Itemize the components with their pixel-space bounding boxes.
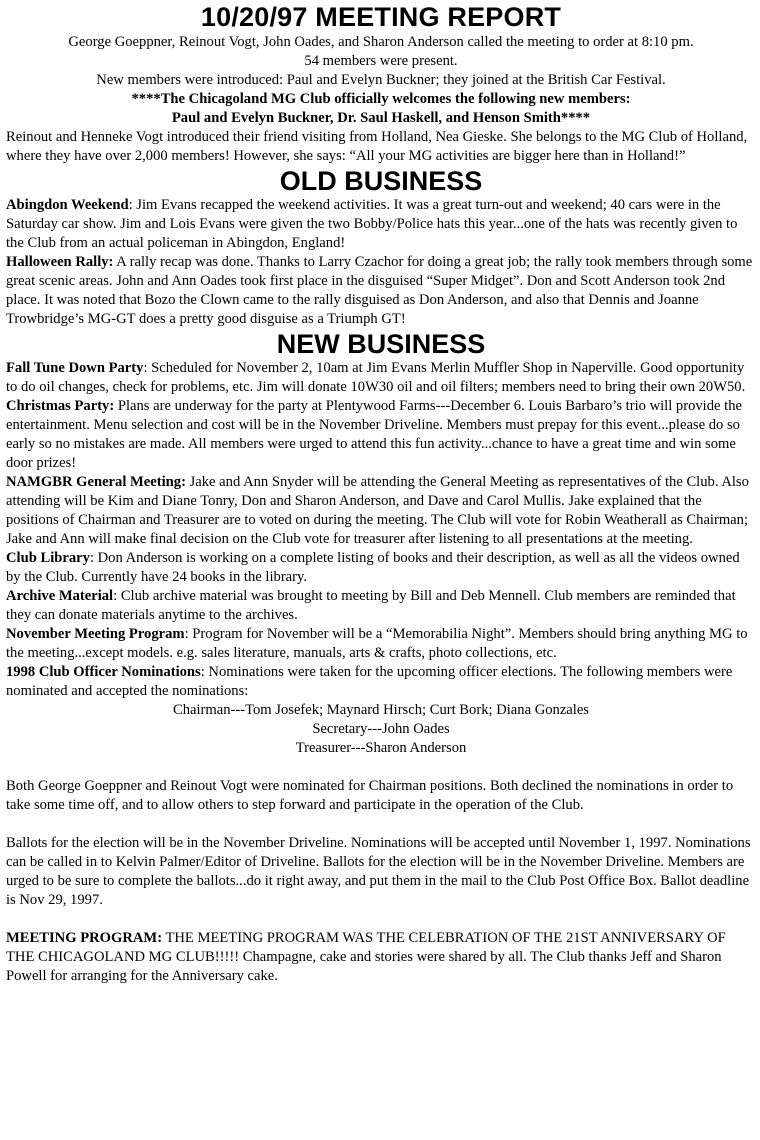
item-text: : Nominations were taken for the upcoming officer elections. The following members were nominated and accepted the nominations: — [6, 664, 733, 699]
fall-tune-down-item — [6, 359, 756, 397]
ballots-paragraph: Ballots for the election will be in the November Driveline. Nominations will be accepted until November 1, 1997. Nominations can be called in to Kelvin Palmer/Editor of Driveline. Ballots for the election will be in the November Driveline. Members are urged to be sure to complete the ballots...do it right away, and put them in the mail to the Club Post Office Box. Ballot deadline is Nov 29, 1997. — [6, 835, 751, 908]
call-to-order: George Goeppner, Reinout Vogt, John Oades, and Sharon Anderson called the meeting to order at 8:10 pm. — [68, 34, 694, 50]
november-program-item — [6, 625, 756, 663]
welcome-line-1: ****The Chicagoland MG Club officially welcomes the following new members: — [131, 91, 631, 107]
item-text: : Don Anderson is working on a complete listing of books and their description, as well as all the videos owned by the Club. Currently have 24 books in the library. — [6, 550, 740, 585]
old-business-heading: OLD BUSINESS — [279, 166, 483, 196]
item-text: : Club archive material was brought to meeting by Bill and Deb Mennell. Club members are reminded that they can donate materials anytime to the archives. — [6, 588, 736, 623]
item-label: Christmas Party: — [6, 398, 115, 414]
item-label: Abingdon Weekend — [6, 197, 129, 213]
officer-nominations-item — [6, 663, 756, 701]
spacer — [6, 758, 756, 777]
abingdon-weekend-item — [6, 196, 756, 253]
item-label: Archive Material — [6, 588, 114, 604]
new-business-heading: NEW BUSINESS — [276, 329, 486, 359]
meeting-program-label: MEETING PROGRAM: — [6, 930, 163, 946]
namgbr-meeting-item — [6, 473, 756, 549]
item-label: Halloween Rally: — [6, 254, 114, 270]
item-label: November Meeting Program — [6, 626, 185, 642]
club-library-item — [6, 549, 756, 587]
attendance: 54 members were present. — [304, 53, 458, 69]
item-label: NAMGBR General Meeting: — [6, 474, 186, 490]
spacer — [6, 815, 756, 834]
halloween-rally-item — [6, 253, 756, 329]
nominees-chairman: Chairman---Tom Josefek; Maynard Hirsch; Curt Bork; Diana Gonzales — [172, 702, 589, 718]
item-label: Club Library — [6, 550, 90, 566]
new-members-intro: New members were introduced: Paul and Evelyn Buckner; they joined at the British Car Festival. — [96, 72, 666, 88]
meeting-program-text: THE MEETING PROGRAM WAS THE CELEBRATION OF THE 21ST ANNIVERSARY OF THE CHICAGOLAND MG CLUB!!!!! Champagne, cake and stories were shared by all. The Club thanks Jeff and Sharon Powell for arranging for the Anniversary cake. — [6, 930, 726, 984]
item-text: Plans are underway for the party at Plentywood Farms---December 6. Louis Barbaro’s trio will provide the entertainment. Menu selection and cost will be in the November Driveline. Members must prepay for this event...please do so early so no mistakes are made. All members were urged to attend this fun activity...chance to have a great time and win some door prizes! — [6, 398, 742, 471]
christmas-party-item — [6, 397, 756, 473]
visitor-paragraph: Reinout and Henneke Vogt introduced their friend visiting from Holland, Nea Gieske. She belongs to the MG Club of Holland, where they have over 2,000 members! However, she says: “All your MG activities are bigger here than in Holland!” — [6, 129, 748, 164]
item-text: : Scheduled for November 2, 10am at Jim Evans Merlin Muffler Shop in Naperville. Good opportunity to do oil changes, check for problems, etc. Jim will donate 10W30 oil and oil filters; members need to bring their own 20W50. — [6, 360, 746, 395]
report-title: 10/20/97 MEETING REPORT — [200, 2, 562, 32]
archive-material-item — [6, 587, 756, 625]
item-text: A rally recap was done. Thanks to Larry Czachor for doing a great job; the rally took members through some great scenic areas. John and Ann Oades took first place in the disguised “Super Midget”. Don and Scott Anderson took 2nd place. It was noted that Bozo the Clown came to the rally disguised as Don Anderson, and also that Dennis and Joanne Trowbridge’s MG-GT does a pretty good disguise as a Triumph GT! — [6, 254, 753, 327]
nominees-secretary: Secretary---John Oades — [312, 721, 450, 737]
item-text: : Program for November will be a “Memorabilia Night”. Members should bring anything MG to the meeting...except models. e.g. sales literature, manuals, arts & crafts, photo collections, etc. — [6, 626, 748, 661]
welcome-line-2: Paul and Evelyn Buckner, Dr. Saul Haskell, and Henson Smith**** — [171, 110, 591, 126]
spacer — [6, 910, 756, 929]
item-label: 1998 Club Officer Nominations — [6, 664, 201, 680]
meeting-program-paragraph — [6, 929, 756, 986]
item-label: Fall Tune Down Party — [6, 360, 144, 376]
item-text: Jake and Ann Snyder will be attending the General Meeting as representatives of the Club. Also attending will be Kim and Diane Tonry, Don and Sharon Anderson, and Dave and Carol Mullis. Jake explained that the positions of Chairman and Treasurer are to voted on during the meeting. The Club will vote for Robin Weatherall as Chairman; Jake and Ann will make final decision on the Club vote for treasurer after listening to all presentations at the meeting. — [6, 474, 749, 547]
item-text: : Jim Evans recapped the weekend activities. It was a great turn-out and weekend; 40 cars were in the Saturday car show. Jim and Lois Evans were given the two Bobby/Police hats this year...one of the hats was recently given to the Club from an actual policeman in Abingdon, England! — [6, 197, 738, 251]
meeting-report-page — [6, 0, 756, 986]
nominees-treasurer: Treasurer---Sharon Anderson — [295, 740, 467, 756]
declined-paragraph: Both George Goeppner and Reinout Vogt were nominated for Chairman positions. Both declined the nominations in order to take some time off, and to allow others to step forward and participate in the operation of the Club. — [6, 778, 734, 813]
